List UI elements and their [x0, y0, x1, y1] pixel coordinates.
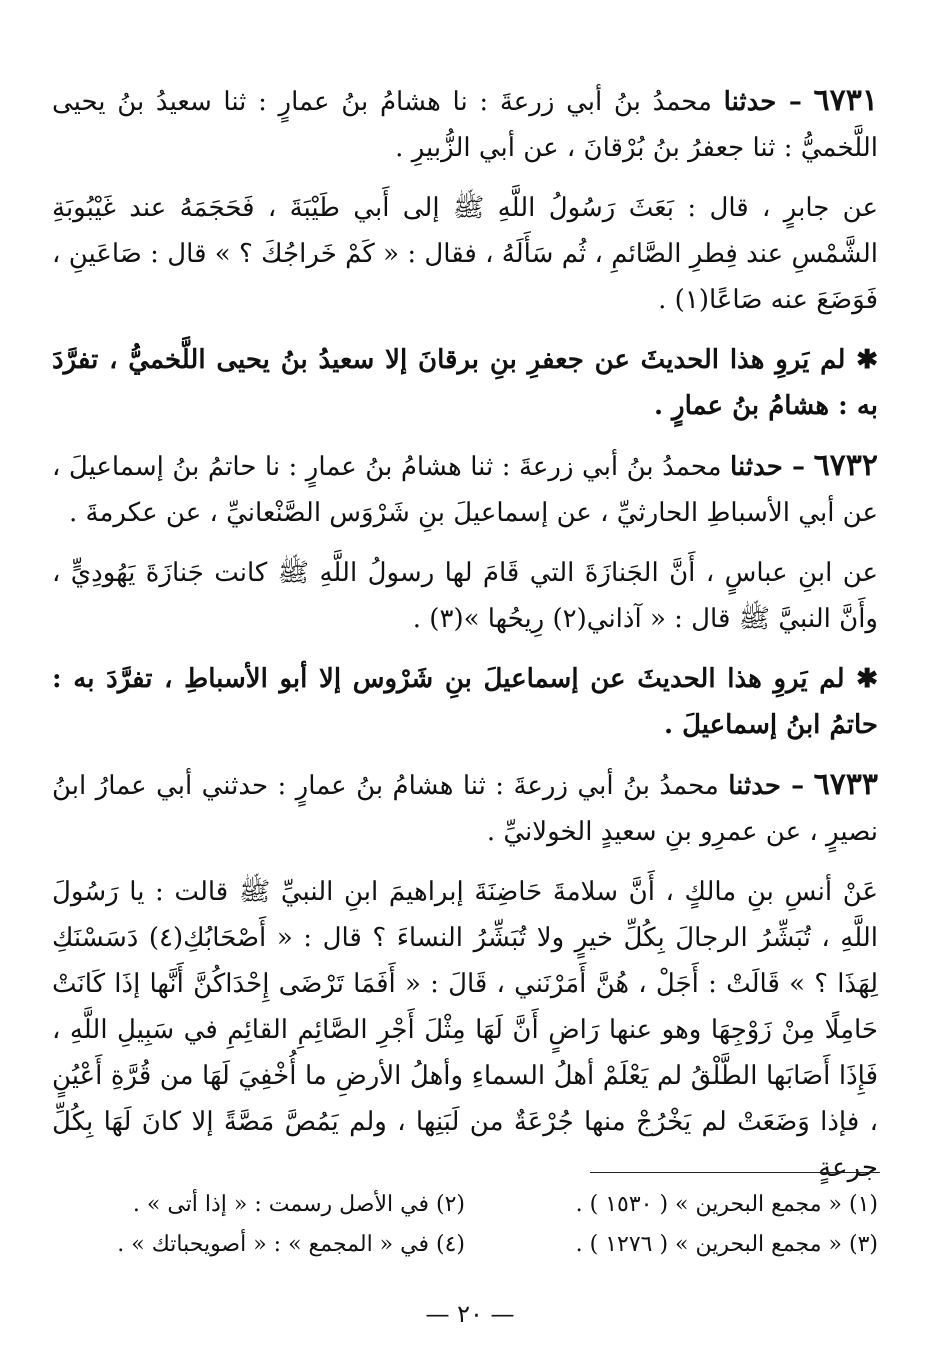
- hadith-isnad: ٦٧٣٣ – حدثنا محمدُ بنُ أبي زرعةَ : ثنا هشامُ بنُ عمارٍ : حدثني أبي عمارُ ابنُ نصيرٍ ، عن عمرِو بنِ سعيدٍ الخولانيِّ .: [52, 767, 879, 847]
- footnote: (٤) في « المجمع » : « أصويحباتك » .: [117, 1232, 465, 1257]
- footnotes: [52, 1185, 878, 1265]
- hadith-number: ٦٧٣١: [813, 83, 878, 118]
- editor-note: [52, 656, 878, 748]
- hadith-matn: [52, 550, 878, 642]
- matn-text: عَنْ أنسِ بنِ مالكٍ ، أَنَّ سلامةَ حَاضِنَةَ إبراهيمَ ابنِ النبيِّ ﷺ قالت : يا رَسُولَ اللَّهِ ، تُبَشِّرُ الرجالَ بِكُلِّ خيرٍ ولا تُبَشِّرُ النساءَ ؟ قال : « أَصْحَابُكِ(٤) دَسَسْنَكِ لِهَذَا ؟ » قَالَتْ : أَجَلْ ، هُنَّ أَمَرْنَني ، قَالَ : « أَفَمَا تَرْضَى إِحْدَاكُنَّ أَنَّها إذَا كَانَتْ حَامِلًا مِنْ زَوْجِهَا وهو عنها رَاضٍ أَنَّ لَهَا مِثْلَ أَجْرِ الصَّائِمِ القائِمِ في سَبِيلِ اللَّهِ ، فَإِذَا أَصَابَها الطَّلْقُ لم يَعْلَمْ أهلُ السماءِ وأهلُ الأرضِ ما أُخْفِيَ لَهَا من قُرَّةِ أَعْيُنٍ ، فإذا وَضَعَتْ لم يَخْرُجْ منها جُرْعَةٌ من لَبَنِها ، ولم يَمُصَّ مَصَّةً إلا كانَ لَهَا بِكُلِّ جرعةٍ: [52, 877, 878, 1183]
- hadith-lead: حدثنا: [730, 452, 783, 482]
- footnote: (٣) « مجمع البحرين » ( ١٢٧٦ ) .: [575, 1232, 878, 1257]
- page-number: — ٢٠ —: [425, 1300, 515, 1328]
- hadith-isnad: ٦٧٣٢ – حدثنا محمدُ بنُ أبي زرعةَ : ثنا هشامُ بنُ عمارٍ : نا حاتمُ بنُ إسماعيلَ ، عن أبي الأسباطِ الحارثيِّ ، عن إسماعيلَ بنِ شَرْوَس الصَّنْعانيِّ ، عن عكرمةَ .: [52, 448, 879, 528]
- footnote-separator: [590, 1172, 880, 1173]
- note-text: لم يَروِ هذا الحديثَ عن إسماعيلَ بنِ شَرْوس إلا أبو الأسباطِ ، تفرَّدَ به : حاتمُ ابنُ إسماعيلَ .: [52, 664, 878, 740]
- isnad-text: محمدُ بنُ أبي زرعةَ : ثنا هشامُ بنُ عمارٍ : نا حاتمُ بنُ إسماعيلَ ، عن أبي الأسباطِ الحارثيِّ ، عن إسماعيلَ بنِ شَرْوَس الصَّنْعانيِّ ، عن عكرمةَ .: [52, 452, 878, 528]
- hadith-isnad: ٦٧٣١ – حدثنا محمدُ بنُ أبي زرعةَ : نا هشامُ بنُ عمارٍ : ثنا سعيدُ بنُ يحيى اللَّخميُّ : ثنا جعفرُ بنُ بُرْقانَ ، عن أبي الزُّبيرِ .: [52, 83, 878, 163]
- hadith-number: ٦٧٣٢: [813, 448, 879, 483]
- isnad-text: محمدُ بنُ أبي زرعةَ : ثنا هشامُ بنُ عمارٍ : حدثني أبي عمارُ ابنُ نصيرٍ ، عن عمرِو بنِ سعيدٍ الخولانيِّ .: [52, 771, 878, 847]
- star-icon: ✱: [856, 345, 878, 375]
- editor-note: [52, 337, 878, 429]
- matn-text: عن ابنِ عباسٍ ، أَنَّ الجَنازَةَ التي قَامَ لها رسولُ اللَّهِ ﷺ كانت جَنازَةَ يَهُودِيٍّ ، وأَنَّ النبيَّ ﷺ قال : « آذاني(٢) رِيحُها »(٣) .: [52, 558, 878, 634]
- star-icon: ✱: [856, 664, 878, 694]
- footnote: (٢) في الأصل رسمت : « إذا أتى » .: [132, 1192, 465, 1217]
- hadith-lead: حدثنا: [728, 771, 781, 801]
- matn-text: عن جابرٍ ، قال : بَعَثَ رَسُولُ اللَّهِ ﷺ إلى أَبي طَيْبَةَ ، فَحَجَمَهُ عند غَيْبُوبَةِ الشَّمْسِ عند فِطرِ الصَّائمِ ، ثُم سَأَلَهُ ، فقال : « كَمْ خَراجُكَ ؟ » قال : صَاعَينِ ، فَوَضَعَ عنه صَاعًا(١) .: [52, 193, 878, 315]
- footnote: (١) « مجمع البحرين » ( ١٥٣٠ ) .: [575, 1192, 878, 1217]
- note-text: لم يَروِ هذا الحديثَ عن جعفرِ بنِ برقانَ إلا سعيدُ بنُ يحيى اللَّخميُّ ، تفرَّدَ به : هشامُ بنُ عمارٍ .: [52, 345, 878, 421]
- hadith-matn: [52, 869, 878, 1191]
- hadith-lead: حدثنا: [723, 87, 777, 117]
- hadith-matn: [52, 185, 878, 323]
- hadith-number: ٦٧٣٣: [813, 767, 879, 802]
- isnad-text: محمدُ بنُ أبي زرعةَ : نا هشامُ بنُ عمارٍ : ثنا سعيدُ بنُ يحيى اللَّخميُّ : ثنا جعفرُ بنُ بُرْقانَ ، عن أبي الزُّبيرِ .: [52, 87, 878, 163]
